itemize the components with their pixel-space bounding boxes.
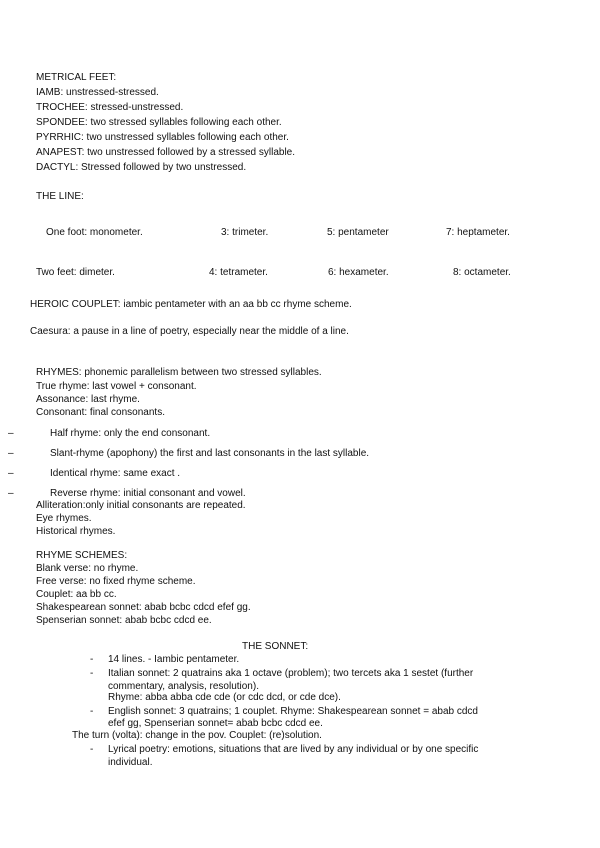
rhyme-reverse: Reverse rhyme: initial consonant and vowel. <box>50 488 246 499</box>
scheme-blank-verse: Blank verse: no rhyme. <box>36 563 139 574</box>
sonnet-lyrical-2: individual. <box>108 757 153 768</box>
line-monometer: One foot: monometer. <box>46 227 143 238</box>
line-octameter: 8: octameter. <box>453 267 511 278</box>
sonnet-bullet: - <box>90 744 94 755</box>
sonnet-bullet: - <box>90 706 94 717</box>
sonnet-italian-2: commentary, analysis, resolution). <box>108 681 259 692</box>
sonnet-turn: The turn (volta): change in the pov. Couplet: (re)solution. <box>72 730 322 741</box>
scheme-couplet: Couplet: aa bb cc. <box>36 589 117 600</box>
caesura: Caesura: a pause in a line of poetry, especially near the middle of a line. <box>30 326 349 337</box>
rhyme-alliteration: Alliteration:only initial consonants are repeated. <box>36 500 246 511</box>
dash-marker: – <box>8 448 14 459</box>
line-tetrameter: 4: tetrameter. <box>209 267 268 278</box>
line-trimeter: 3: trimeter. <box>221 227 269 238</box>
rhyme-slant: Slant-rhyme (apophony) the first and last consonants in the last syllable. <box>50 448 370 459</box>
rhyme-identical: Identical rhyme: same exact . <box>50 468 181 479</box>
the-line-heading: THE LINE: <box>36 191 84 202</box>
scheme-free-verse: Free verse: no fixed rhyme scheme. <box>36 576 196 587</box>
foot-iamb: IAMB: unstressed-stressed. <box>36 87 159 98</box>
dash-marker: – <box>8 488 14 499</box>
rhymes-heading: RHYMES: phonemic parallelism between two stressed syllables. <box>36 367 322 378</box>
scheme-spenserian: Spenserian sonnet: abab bcbc cdcd ee. <box>36 615 212 626</box>
sonnet-bullet: - <box>90 654 94 665</box>
foot-pyrrhic: PYRRHIC: two unstressed syllables following each other. <box>36 132 289 143</box>
rhyme-eye: Eye rhymes. <box>36 513 92 524</box>
dash-marker: – <box>8 428 14 439</box>
rhyme-assonance: Assonance: last rhyme. <box>36 394 140 405</box>
sonnet-bullet: - <box>90 668 94 679</box>
foot-dactyl: DACTYL: Stressed followed by two unstressed. <box>36 162 247 173</box>
sonnet-english-2: efef gg, Spenserian sonnet= abab bcbc cdcd ee. <box>108 718 323 729</box>
rhyme-true: True rhyme: last vowel + consonant. <box>36 381 197 392</box>
rhyme-historical: Historical rhymes. <box>36 526 116 537</box>
line-dimeter: Two feet: dimeter. <box>36 267 115 278</box>
dash-marker: – <box>8 468 14 479</box>
foot-spondee: SPONDEE: two stressed syllables following each other. <box>36 117 282 128</box>
sonnet-lines: 14 lines. - Iambic pentameter. <box>108 654 240 665</box>
metrical-feet-heading: METRICAL FEET: <box>36 72 117 83</box>
sonnet-lyrical-1: Lyrical poetry: emotions, situations that are lived by any individual or by one specific <box>108 744 479 755</box>
heroic-couplet: HEROIC COUPLET: iambic pentameter with an aa bb cc rhyme scheme. <box>30 299 352 310</box>
sonnet-heading: THE SONNET: <box>242 641 309 652</box>
line-pentameter: 5: pentameter <box>327 227 389 238</box>
sonnet-italian-1: Italian sonnet: 2 quatrains aka 1 octave (problem); two tercets aka 1 sestet (further <box>108 668 474 679</box>
rhyme-consonant: Consonant: final consonants. <box>36 407 165 418</box>
line-heptameter: 7: heptameter. <box>446 227 510 238</box>
foot-trochee: TROCHEE: stressed-unstressed. <box>36 102 184 113</box>
sonnet-italian-rhyme: Rhyme: abba abba cde cde (or cdc dcd, or cde dce). <box>108 692 341 703</box>
foot-anapest: ANAPEST: two unstressed followed by a stressed syllable. <box>36 147 296 158</box>
rhyme-schemes-heading: RHYME SCHEMES: <box>36 550 128 561</box>
line-hexameter: 6: hexameter. <box>328 267 389 278</box>
scheme-shakespearean: Shakespearean sonnet: abab bcbc cdcd efef gg. <box>36 602 251 613</box>
rhyme-half: Half rhyme: only the end consonant. <box>50 428 211 439</box>
sonnet-english-1: English sonnet: 3 quatrains; 1 couplet. Rhyme: Shakespearean sonnet = abab cdcd <box>108 706 478 717</box>
